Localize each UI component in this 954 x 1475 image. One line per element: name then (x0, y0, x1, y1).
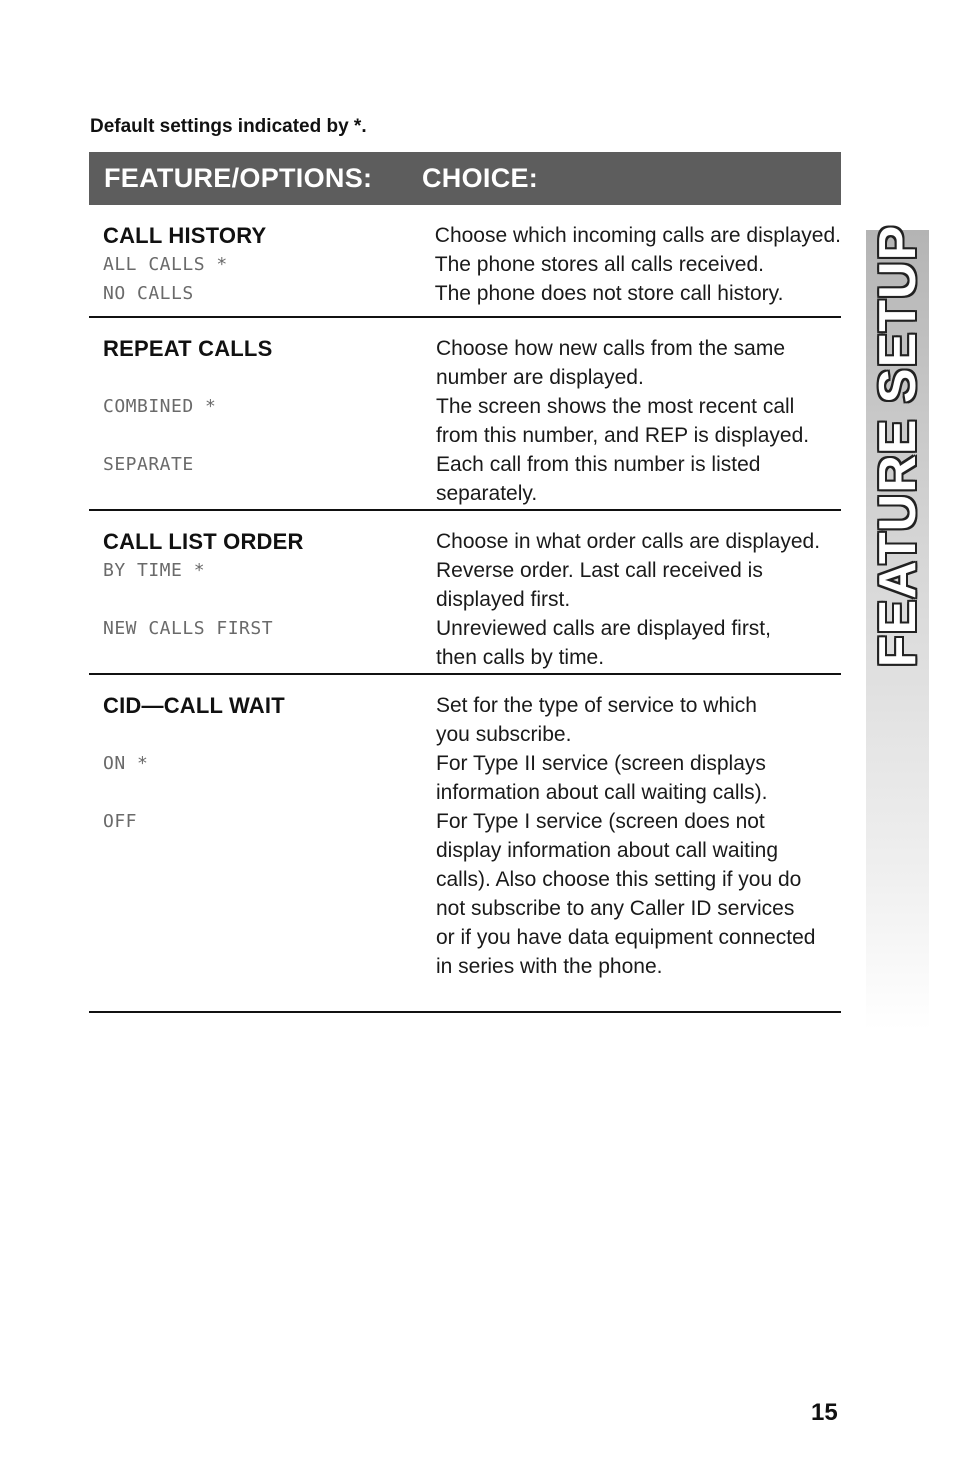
feature-options-table (89, 152, 841, 1013)
option-description: not subscribe to any Caller ID services (436, 897, 795, 920)
option-description: The screen shows the most recent call (436, 395, 795, 418)
option-description: then calls by time. (436, 646, 605, 669)
table-row (89, 205, 841, 318)
choice-column (436, 527, 841, 673)
page-number: 15 (811, 1399, 838, 1426)
option-description: Each call from this number is listed (436, 453, 761, 476)
option-description: Unreviewed calls are displayed first, (436, 617, 771, 640)
header-choice: CHOICE: (422, 163, 539, 193)
option-description: For Type II service (screen displays (436, 752, 766, 775)
option-label: NO CALLS (103, 283, 194, 304)
feature-name: REPEAT CALLS (103, 336, 273, 361)
option-description: or if you have data equipment connected (436, 926, 816, 949)
feature-intro: Choose in what order calls are displayed. (436, 530, 821, 553)
feature-intro: number are displayed. (436, 366, 644, 389)
feature-name: CID—CALL WAIT (103, 693, 285, 718)
option-description: information about call waiting calls). (436, 781, 768, 804)
feature-name: CALL HISTORY (103, 223, 267, 248)
table-row (89, 675, 841, 1013)
option-description: For Type I service (screen does not (436, 810, 765, 833)
option-label: BY TIME * (103, 560, 206, 581)
option-label: ON * (103, 753, 149, 774)
feature-intro: you subscribe. (436, 723, 572, 746)
feature-name: CALL LIST ORDER (103, 529, 304, 554)
option-description: separately. (436, 482, 538, 505)
choice-column (435, 221, 841, 316)
option-description: displayed first. (436, 588, 571, 611)
choice-column (436, 691, 841, 1011)
option-description: The phone does not store call history. (434, 282, 784, 305)
feature-intro: Choose which incoming calls are displayed. (434, 224, 841, 247)
option-description: Reverse order. Last call received is (436, 559, 763, 582)
default-settings-note: Default settings indicated by *. (90, 116, 367, 137)
table-header (89, 152, 841, 205)
feature-column (89, 527, 436, 673)
choice-column (436, 334, 841, 509)
feature-intro: Set for the type of service to which (436, 694, 757, 717)
section-side-tab-label: FEATURE SETUP (869, 224, 927, 668)
option-label: ALL CALLS * (103, 254, 228, 275)
table-row (89, 318, 841, 511)
table-row (89, 511, 841, 675)
option-description: The phone stores all calls received. (434, 253, 764, 276)
option-description: calls). Also choose this setting if you do (436, 868, 802, 891)
option-label: OFF (103, 811, 138, 832)
option-label: SEPARATE (103, 454, 194, 475)
option-description: from this number, and REP is displayed. (436, 424, 810, 447)
header-feature-options: FEATURE/OPTIONS: (104, 163, 373, 193)
option-description: display information about call waiting (436, 839, 779, 862)
option-description: in series with the phone. (436, 955, 663, 978)
feature-column (89, 221, 435, 316)
feature-intro: Choose how new calls from the same (436, 337, 785, 360)
feature-column (89, 691, 436, 1011)
feature-column (89, 334, 436, 509)
option-label: NEW CALLS FIRST (103, 618, 274, 639)
option-label: COMBINED * (103, 396, 217, 417)
